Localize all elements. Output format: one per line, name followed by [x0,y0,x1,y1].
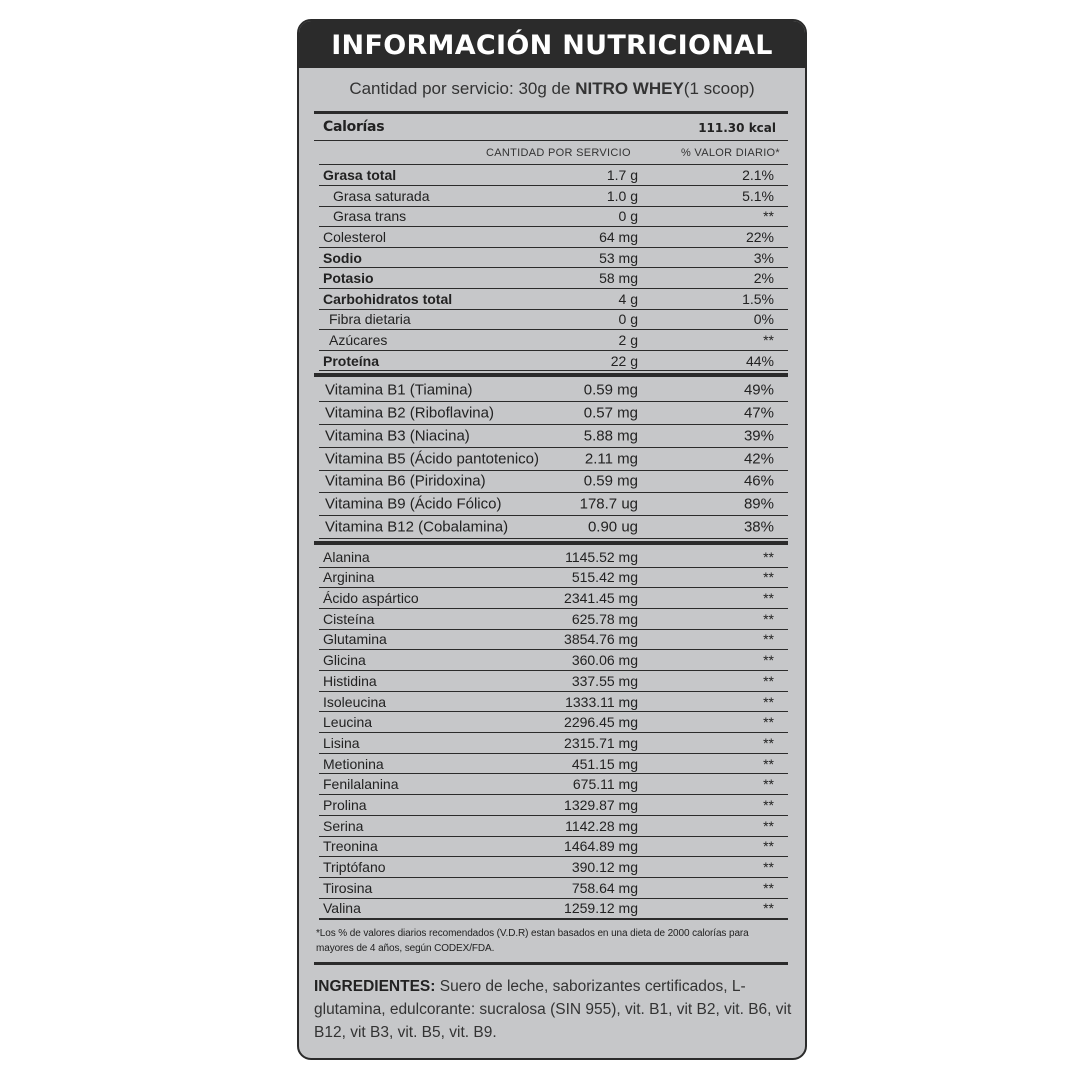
amino-acid-row [319,837,788,858]
ingredients-text: Suero de leche, saborizantes certificados, L-glutamina, edulcorante: sucralosa (SIN 955), vit. B1, vit B2, vit. B6, vit B12, vit B3, vit. B5, vit. B9. [314,978,792,1041]
daily-value: ** [763,331,774,348]
daily-value: ** [763,631,774,648]
nutrient-amount: 3854.76 mg [564,631,638,648]
daily-value: 39% [743,427,774,445]
amino-acid-row [319,774,788,795]
nutrient-amount: 2 g [618,331,638,348]
nutrient-name: Glutamina [323,631,387,648]
daily-value: ** [763,569,774,586]
nutrient-amount: 2.11 mg [584,450,638,468]
amino-acid-row [319,692,788,713]
ingredients-block [314,975,792,1044]
daily-value: ** [763,734,774,751]
daily-value: ** [763,776,774,793]
column-headers [314,141,788,164]
amino-acid-row [319,650,788,671]
nutrient-amount: 0.90 ug [587,518,638,536]
nutrition-facts-panel [297,19,807,1060]
nutrient-name: Isoleucina [323,693,387,710]
daily-value: ** [763,693,774,710]
nutrient-amount: 2296.45 mg [564,714,638,731]
nutrient-name: Vitamina B9 (Ácido Fólico) [325,495,502,513]
nutrient-name: Ácido aspártico [323,590,419,607]
nutrient-name: Cisteína [323,610,375,627]
nutrient-name: Valina [323,900,361,917]
nutrient-name: Vitamina B1 (Tiamina) [325,381,473,399]
section-divider [314,541,788,545]
nutrient-name: Serina [323,817,364,834]
nutrient-amount: 1.7 g [606,167,638,184]
daily-value: 47% [743,404,774,422]
nutrient-amount: 1145.52 mg [565,548,638,565]
amino-acid-row [319,878,788,899]
panel-title: INFORMACIÓN NUTRICIONAL [299,21,805,68]
amino-acid-row [319,857,788,878]
nutrient-amount: 2315.71 mg [564,734,638,751]
nutrient-amount: 0 g [618,208,638,225]
daily-value: ** [763,548,774,565]
product-name: NITRO WHEY [575,79,684,98]
vitamins-section [314,379,788,539]
nutrient-name: Fenilalanina [323,776,399,793]
nutrient-name: Vitamina B3 (Niacina) [325,427,470,445]
daily-value: 38% [743,518,774,536]
daily-value: 1.5% [742,290,774,307]
nutrient-name: Triptófano [323,859,386,876]
macro-row [319,186,788,207]
nutrient-amount: 337.55 mg [571,672,638,689]
nutrient-amount: 390.12 mg [571,859,638,876]
daily-value: 46% [743,472,774,490]
amino-acid-row [319,754,788,775]
vitamin-row [319,425,788,448]
vitamin-row [319,471,788,494]
nutrient-name: Vitamina B5 (Ácido pantotenico) [325,450,540,468]
nutrient-amount: 451.15 mg [571,755,638,772]
vitamin-row [319,379,788,402]
macro-row [319,351,788,372]
nutrient-name: Histidina [323,672,377,689]
nutrient-amount: 1329.87 mg [564,796,638,813]
amino-acid-row [319,899,788,920]
nutrient-amount: 360.06 mg [571,652,638,669]
nutrient-amount: 2341.45 mg [564,590,638,607]
nutrient-amount: 53 mg [599,249,638,266]
vitamin-row [319,448,788,471]
amino-acid-row [319,671,788,692]
nutrient-name: Fibra dietaria [329,311,411,328]
nutrient-amount: 1259.12 mg [564,900,638,917]
vitamin-row [319,516,788,539]
daily-value: ** [763,610,774,627]
nutrient-name: Azúcares [329,331,388,348]
daily-value: 3% [753,249,774,266]
nutrient-name: Proteína [323,352,380,369]
amino-acid-row [319,547,788,568]
nutrient-name: Lisina [323,734,360,751]
nutrient-name: Carbohidratos total [323,290,453,307]
nutrient-amount: 515.42 mg [571,569,638,586]
nutrient-name: Prolina [323,796,367,813]
amino-acid-row [319,609,788,630]
nutrient-name: Colesterol [323,228,387,245]
nutrition-table [314,111,788,965]
daily-value: ** [763,900,774,917]
nutrient-amount: 625.78 mg [571,610,638,627]
nutrient-amount: 4 g [618,290,638,307]
nutrient-amount: 58 mg [599,270,638,287]
vitamin-row [319,493,788,516]
calories-row [319,114,780,140]
nutrient-amount: 0.59 mg [583,472,638,490]
ingredients-label: INGREDIENTES: [314,978,436,995]
daily-value: 22% [745,228,774,245]
nutrient-name: Sodio [323,249,362,266]
daily-value: 49% [743,381,774,399]
macro-row [319,289,788,310]
macro-row [319,248,788,269]
nutrient-name: Potasio [323,270,374,287]
nutrient-amount: 1142.28 mg [565,817,638,834]
daily-value: 89% [743,495,774,513]
daily-value: ** [763,208,774,225]
nutrient-name: Treonina [323,838,378,855]
macros-section [314,165,788,371]
macro-row [319,165,788,186]
nutrient-name: Alanina [323,548,370,565]
nutrient-name: Leucina [323,714,373,731]
nutrient-name: Grasa saturada [333,187,430,204]
macro-row [319,268,788,289]
nutrient-name: Grasa total [323,167,397,184]
macro-row [319,330,788,351]
nutrient-name: Tirosina [323,879,373,896]
daily-value: ** [763,755,774,772]
nutrient-name: Vitamina B12 (Cobalamina) [325,518,509,536]
daily-value: ** [763,859,774,876]
daily-value: 5.1% [742,187,774,204]
calories-value: 111.30 kcal [698,121,776,135]
daily-value: ** [763,714,774,731]
nutrient-amount: 675.11 mg [572,776,638,793]
macro-row [319,207,788,228]
daily-value: ** [763,652,774,669]
serving-size [299,77,805,101]
amino-acids-section [314,547,788,919]
amino-acid-row [319,630,788,651]
nutrient-amount: 1.0 g [606,187,638,204]
section-divider [314,373,788,377]
macro-row [319,310,788,331]
nutrient-amount: 1333.11 mg [565,693,638,710]
daily-value: ** [763,590,774,607]
daily-value: 44% [745,352,774,369]
nutrient-name: Arginina [323,569,375,586]
daily-value: 0% [753,311,774,328]
nutrient-amount: 0.57 mg [583,404,638,422]
serving-prefix: Cantidad por servicio: 30g de [349,79,571,98]
daily-value: ** [763,838,774,855]
vitamin-row [319,402,788,425]
nutrient-name: Glicina [323,652,366,669]
nutrient-amount: 178.7 ug [579,495,638,513]
nutrient-amount: 64 mg [599,228,638,245]
footnote: *Los % de valores diarios recomendados (V.D.R) estan basados en una dieta de 2000 calorías para mayores de 4 años, según CODEX/FDA. [316,928,749,955]
amino-acid-row [319,795,788,816]
nutrient-amount: 22 g [610,352,638,369]
daily-value: ** [763,796,774,813]
divider [314,962,788,965]
nutrient-name: Vitamina B6 (Piridoxina) [325,472,486,490]
amino-acid-row [319,588,788,609]
amino-acid-row [319,816,788,837]
amino-acid-row [319,712,788,733]
nutrient-amount: 758.64 mg [571,879,638,896]
column-header-daily-value: % VALOR DIARIO* [680,147,780,160]
calories-label: Calorías [323,119,385,135]
nutrient-name: Grasa trans [333,208,407,225]
column-header-amount: CANTIDAD POR SERVICIO [486,147,631,160]
daily-value: ** [763,672,774,689]
nutrient-name: Metionina [323,755,384,772]
nutrient-amount: 0.59 mg [583,381,638,399]
macro-row [319,227,788,248]
daily-value: 2.1% [742,167,774,184]
serving-suffix: (1 scoop) [683,79,755,98]
daily-value: 42% [743,450,774,468]
amino-acid-row [319,568,788,589]
daily-value: ** [763,879,774,896]
amino-acid-row [319,733,788,754]
nutrient-name: Vitamina B2 (Riboflavina) [325,404,494,422]
daily-value: ** [763,817,774,834]
nutrient-amount: 1464.89 mg [564,838,638,855]
nutrient-amount: 0 g [618,311,638,328]
daily-value: 2% [753,270,774,287]
nutrient-amount: 5.88 mg [583,427,638,445]
